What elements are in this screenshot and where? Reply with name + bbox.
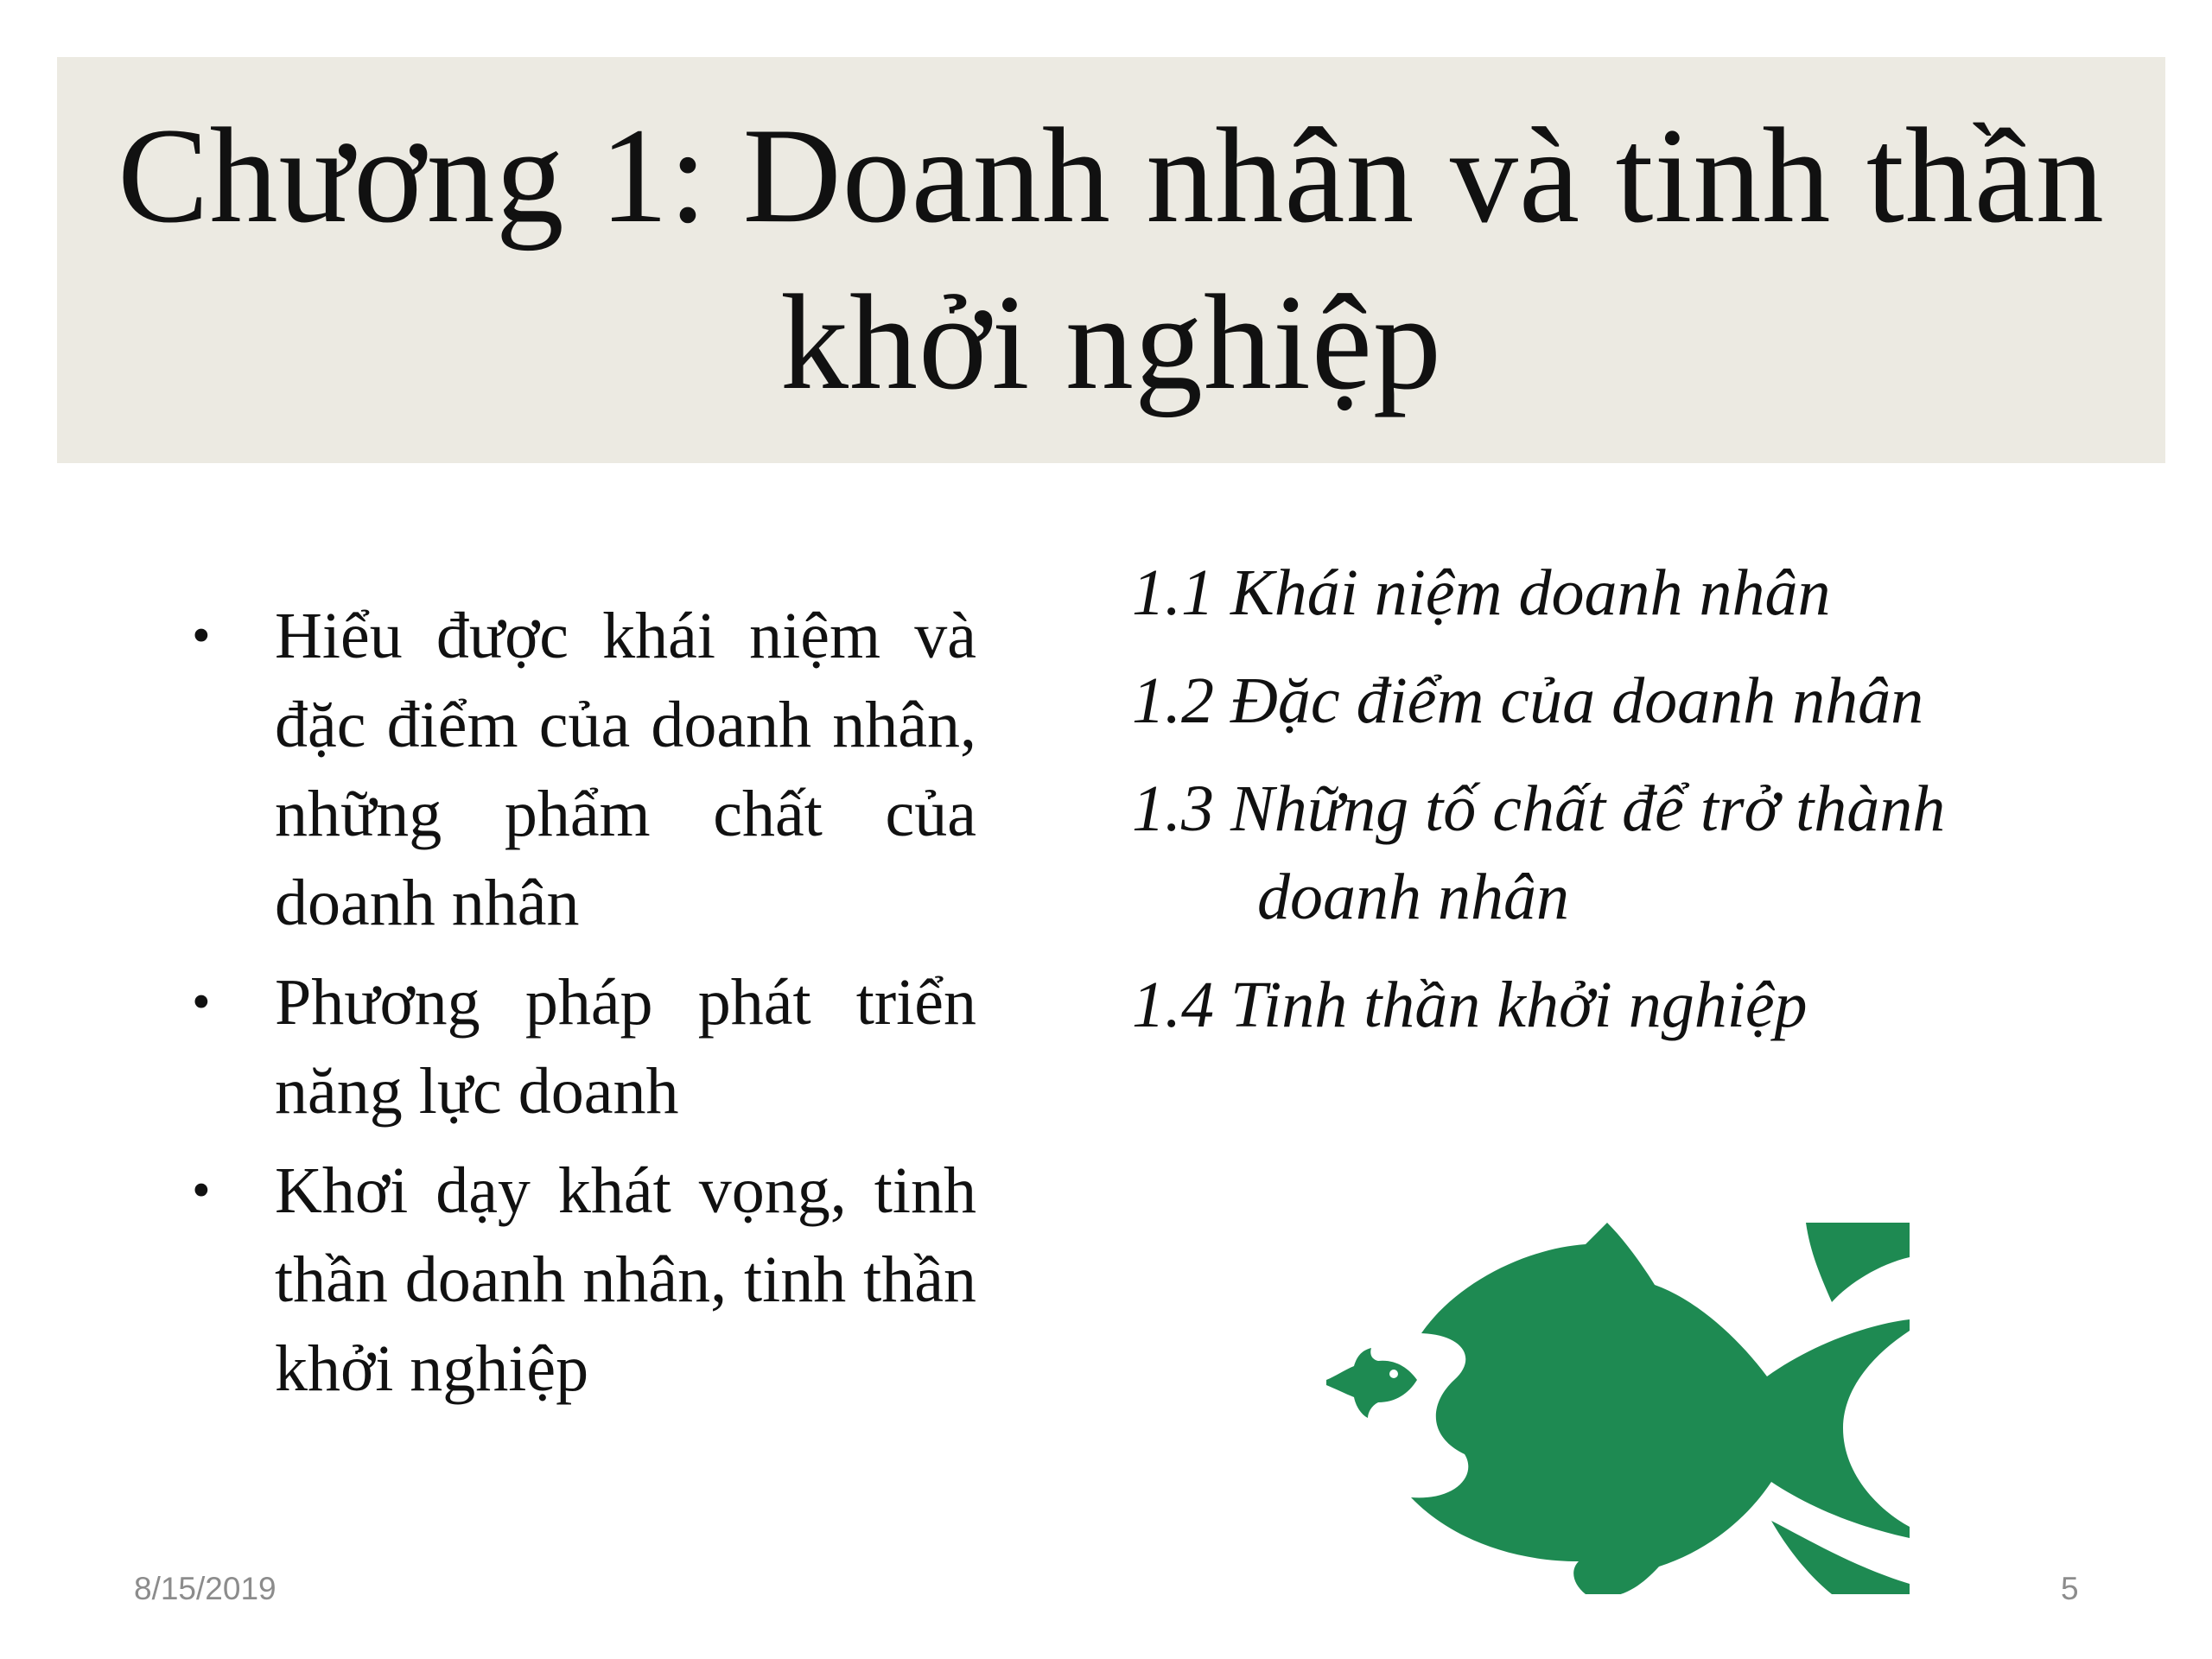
- page-number: 5: [2061, 1571, 2079, 1606]
- objective-text: Phương pháp phát triển năng lực doanh: [275, 966, 976, 1128]
- slide-title: Chương 1: Doanh nhân và tinh thần khởi nghiệp: [118, 100, 2105, 418]
- bullet-icon: •: [192, 1161, 211, 1220]
- section-item: 1.4 Tinh thần khởi nghiệp: [1132, 969, 1808, 1041]
- list-item: [181, 1147, 976, 1414]
- small-fish-eye: [1389, 1370, 1398, 1378]
- bullet-icon: •: [192, 973, 211, 1032]
- list-item: [181, 958, 976, 1136]
- footer-date: 8/15/2019: [134, 1571, 276, 1606]
- objective-text: Hiểu được khái niệm và đặc điểm của doanh nhân, những phẩm chất của doanh nhân: [275, 600, 976, 939]
- small-fish: [1326, 1348, 1417, 1418]
- section-item: 1.1 Khái niệm doanh nhân: [1132, 556, 1831, 629]
- section-item: 1.3 Những tố chất để trở thành doanh nhân: [1132, 772, 1946, 933]
- top-fin: [1806, 1223, 1910, 1302]
- section-item: 1.2 Đặc điểm của doanh nhân: [1132, 664, 1924, 737]
- objective-text: Khơi dạy khát vọng, tinh thần doanh nhân, tinh thần khởi nghiệp: [275, 1154, 976, 1405]
- title-band: [57, 57, 2165, 463]
- list-item: [181, 592, 976, 948]
- sections-list: [1132, 549, 1979, 1069]
- objectives-list: [181, 592, 976, 1424]
- big-fish-chasing-small-fish-icon: [1326, 1223, 1910, 1594]
- bullet-icon: •: [192, 607, 211, 665]
